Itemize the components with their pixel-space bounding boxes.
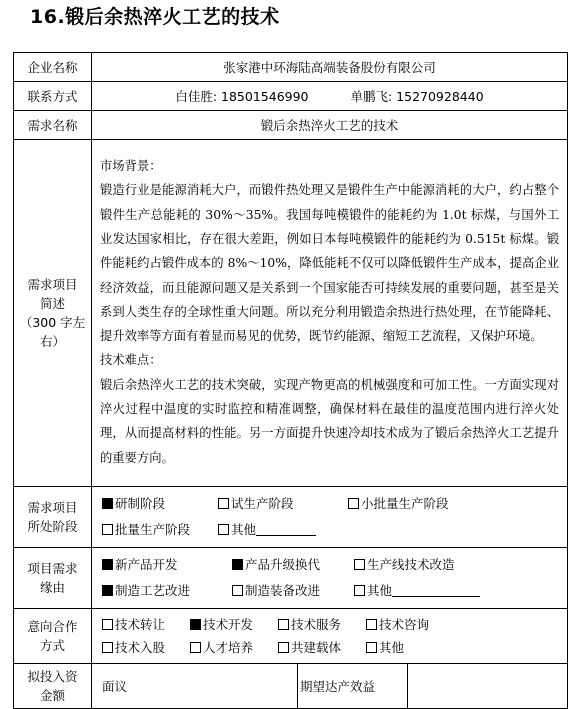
market-text: 锻造行业是能源消耗大户，而锻件热处理又是锻件生产中能源消耗的大户，约占整个锻件生产总能耗的 30%～35%。我国每吨模锻件的能耗约为 1.0t 标煤，与国外工业发达国家相比，存在很大差距，例如日本每吨模锻件的能耗约为 0.515t 标煤。锻件能耗约占锻件成本的 8%～10%，降低能耗不仅可以降低锻件生产成本，提高企业经济效益，而且能源问题又是关系到一个国家能否可持续发展的重要问题，甚至是关系到人类生存的全球性重大问题。所以充分利用锻造余热进行热处理，在节能降耗、提升效率等方面有着显而易见的优势，既节约能源、缩短工艺流程，又保护环境。: [100, 183, 559, 344]
checkbox-icon[interactable]: [102, 642, 113, 653]
checkbox-icon[interactable]: [278, 642, 289, 653]
stage-option[interactable]: [348, 491, 449, 517]
checkbox-icon[interactable]: [348, 498, 359, 509]
description-label-line: 右）: [39, 334, 65, 349]
stage-label-line: 所处阶段: [27, 519, 78, 534]
option-label: 技术咨询: [378, 617, 429, 632]
company-row: [14, 53, 568, 82]
cooperation-option[interactable]: [366, 636, 404, 659]
option-label: 技术开发: [202, 617, 253, 632]
investment-label-line: 金额: [39, 688, 65, 703]
investment-row: [14, 664, 568, 709]
option-label: 小批量生产阶段: [360, 496, 449, 511]
reason-option[interactable]: [232, 552, 350, 578]
stage-label: [14, 487, 92, 548]
option-label: 研制阶段: [115, 496, 166, 511]
reason-option[interactable]: [102, 578, 228, 604]
description-body: [92, 140, 568, 487]
option-label: 制造工艺改进: [115, 583, 191, 598]
checked-box-icon[interactable]: [102, 559, 113, 570]
cooperation-options: [92, 609, 568, 664]
difficulty-heading: 技术难点：: [100, 353, 162, 368]
checkbox-icon[interactable]: [218, 524, 229, 535]
option-label: 其他: [230, 522, 256, 537]
fill-in-blank[interactable]: [256, 535, 316, 536]
checkbox-icon[interactable]: [102, 619, 113, 630]
company-value: 张家港中环海陆高端装备股份有限公司: [92, 53, 568, 82]
cooperation-option[interactable]: [278, 636, 362, 659]
checkbox-icon[interactable]: [102, 524, 113, 535]
contact-value: [92, 82, 568, 111]
description-label-line: 简述: [39, 296, 65, 311]
contact-person-1: 白佳胜: 18501546990: [175, 89, 309, 104]
checkbox-icon[interactable]: [354, 585, 365, 596]
stage-label-line: 需求项目: [27, 500, 78, 515]
demand-name-label: 需求名称: [14, 111, 92, 140]
company-label: 企业名称: [14, 53, 92, 82]
reason-options: [92, 548, 568, 609]
reason-label-line: 缘由: [39, 580, 65, 595]
option-label: 人才培养: [202, 640, 253, 655]
checkbox-icon[interactable]: [218, 498, 229, 509]
option-label: 技术入股: [115, 640, 166, 655]
checked-box-icon[interactable]: [102, 498, 113, 509]
checked-box-icon[interactable]: [190, 619, 201, 630]
contact-row: [14, 82, 568, 111]
investment-label-line: 拟投入资: [27, 669, 78, 684]
description-label-line: 需求项目: [27, 277, 78, 292]
contact-person-2: 单鹏飞: 15270928440: [350, 89, 484, 104]
reason-option[interactable]: [102, 552, 228, 578]
cooperation-label: [14, 609, 92, 664]
cooperation-option[interactable]: [102, 613, 186, 636]
description-label: [14, 140, 92, 487]
option-label: 批量生产阶段: [115, 522, 191, 537]
fill-in-blank[interactable]: [392, 596, 480, 597]
checkbox-icon[interactable]: [354, 559, 365, 570]
benefit-label-text: 期望达产效益: [300, 679, 376, 694]
reason-label: [14, 548, 92, 609]
checkbox-icon[interactable]: [190, 642, 201, 653]
checkbox-icon[interactable]: [278, 619, 289, 630]
reason-option[interactable]: [232, 578, 350, 604]
checkbox-icon[interactable]: [366, 619, 377, 630]
checkbox-icon[interactable]: [232, 585, 243, 596]
option-label: 生产线技术改造: [366, 557, 455, 572]
stage-row: [14, 487, 568, 548]
cooperation-label-line: 意向合作: [27, 619, 78, 634]
demand-form-table: [13, 52, 568, 709]
demand-name-row: [14, 111, 568, 140]
cooperation-label-line: 方式: [39, 638, 65, 653]
option-label: 制造装备改进: [244, 583, 320, 598]
option-label: 新产品开发: [115, 557, 178, 572]
checkbox-icon[interactable]: [366, 642, 377, 653]
investment-value[interactable]: 面议: [92, 664, 298, 709]
contact-label: 联系方式: [14, 82, 92, 111]
reason-row: [14, 548, 568, 609]
option-label: 共建载体: [290, 640, 341, 655]
benefit-value[interactable]: [408, 664, 568, 709]
option-label: 技术服务: [290, 617, 341, 632]
document-title: 16.锻后余热淬火工艺的技术: [30, 6, 280, 28]
cooperation-row: [14, 609, 568, 664]
checked-box-icon[interactable]: [232, 559, 243, 570]
market-heading: 市场背景：: [100, 159, 162, 174]
reason-label-line: 项目需求: [27, 561, 78, 576]
stage-option[interactable]: [218, 517, 316, 543]
checked-box-icon[interactable]: [102, 585, 113, 596]
option-label: 试生产阶段: [230, 496, 294, 511]
option-label: 其他: [378, 640, 404, 655]
description-row: [14, 140, 568, 487]
stage-option[interactable]: [218, 491, 344, 517]
cooperation-option[interactable]: [278, 613, 362, 636]
option-label: 技术转让: [115, 617, 166, 632]
reason-option[interactable]: [354, 578, 480, 604]
option-label: 其他: [366, 583, 392, 598]
cooperation-option[interactable]: [190, 636, 274, 659]
investment-label: [14, 664, 92, 709]
stage-option[interactable]: [102, 517, 214, 543]
benefit-label: [298, 664, 408, 709]
stage-options: [92, 487, 568, 548]
reason-option[interactable]: [354, 552, 455, 578]
cooperation-option[interactable]: [102, 636, 186, 659]
option-label: 产品升级换代: [244, 557, 320, 572]
cooperation-option[interactable]: [366, 613, 429, 636]
stage-option[interactable]: [102, 491, 214, 517]
demand-name-value: 锻后余热淬火工艺的技术: [92, 111, 568, 140]
difficulty-text: 锻后余热淬火工艺的技术突破，实现产物更高的机械强度和可加工性。一方面实现对淬火过程中温度的实时监控和精准调整，确保材料在最佳的温度范围内进行淬火处理，从而提高材料的性能。另一方面提升快速冷却技术成为了锻后余热淬火工艺提升的重要方向。: [100, 377, 559, 465]
description-label-line: （300 字左: [19, 315, 86, 330]
cooperation-option[interactable]: [190, 613, 274, 636]
